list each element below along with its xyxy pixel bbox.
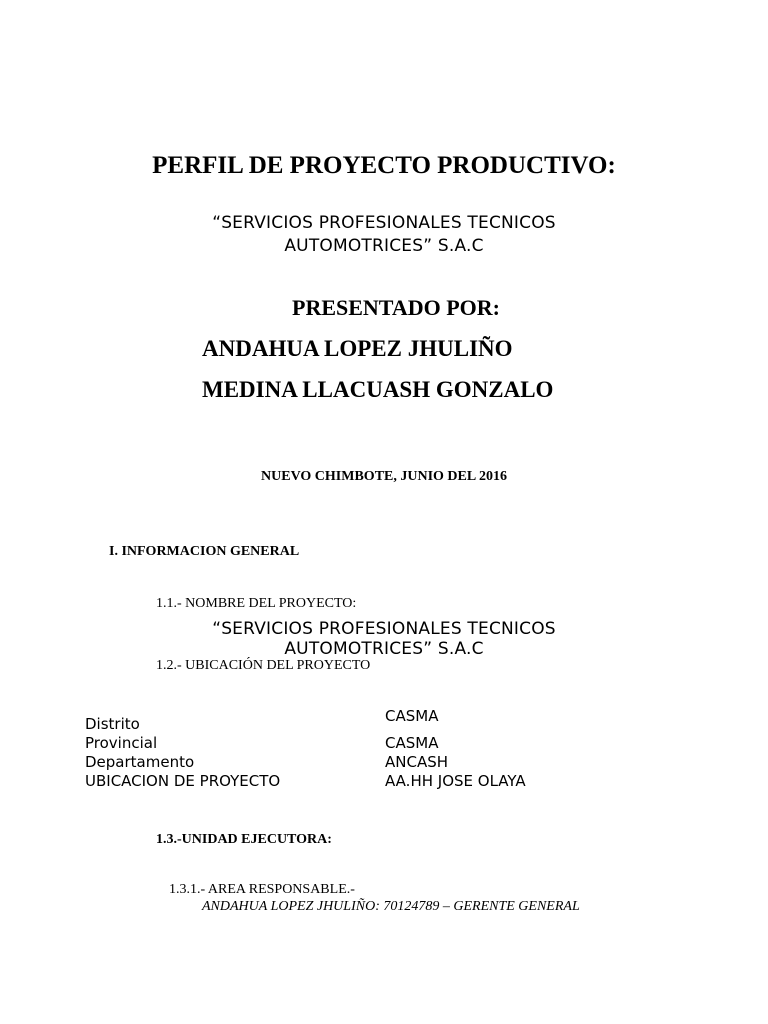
location-value: CASMA [385, 734, 439, 752]
responsible-person: ANDAHUA LOPEZ JHULIÑO: 70124789 – GERENTE GENERAL [202, 899, 580, 914]
location-label: Distrito [85, 715, 140, 733]
company-name-line-2: AUTOMOTRICES” S.A.C [284, 236, 484, 256]
executing-unit-heading: 1.3.-UNIDAD EJECUTORA: [156, 832, 332, 847]
location-label: Departamento [85, 753, 195, 771]
project-name-line-1: “SERVICIOS PROFESIONALES TECNICOS [212, 619, 556, 639]
location-value: ANCASH [385, 753, 449, 771]
project-name-line-2: AUTOMOTRICES” S.A.C [284, 639, 484, 659]
author-name: ANDAHUA LOPEZ JHULIÑO [202, 336, 513, 361]
responsible-area-heading: 1.3.1.- AREA RESPONSABLE.- [169, 882, 355, 897]
document-title: PERFIL DE PROYECTO PRODUCTIVO: [152, 152, 616, 179]
project-name-heading: 1.1.- NOMBRE DEL PROYECTO: [156, 596, 357, 611]
location-value: CASMA [385, 707, 439, 725]
location-value: AA.HH JOSE OLAYA [385, 772, 526, 790]
location-heading: 1.2.- UBICACIÓN DEL PROYECTO [156, 658, 371, 673]
section-heading: I. INFORMACION GENERAL [109, 544, 300, 559]
presented-by-label: PRESENTADO POR: [292, 295, 500, 320]
place-date: NUEVO CHIMBOTE, JUNIO DEL 2016 [261, 469, 507, 484]
company-name-line-1: “SERVICIOS PROFESIONALES TECNICOS [212, 213, 556, 233]
location-label: Provincial [85, 734, 158, 752]
author-name: MEDINA LLACUASH GONZALO [202, 377, 554, 402]
location-label: UBICACION DE PROYECTO [85, 772, 281, 790]
